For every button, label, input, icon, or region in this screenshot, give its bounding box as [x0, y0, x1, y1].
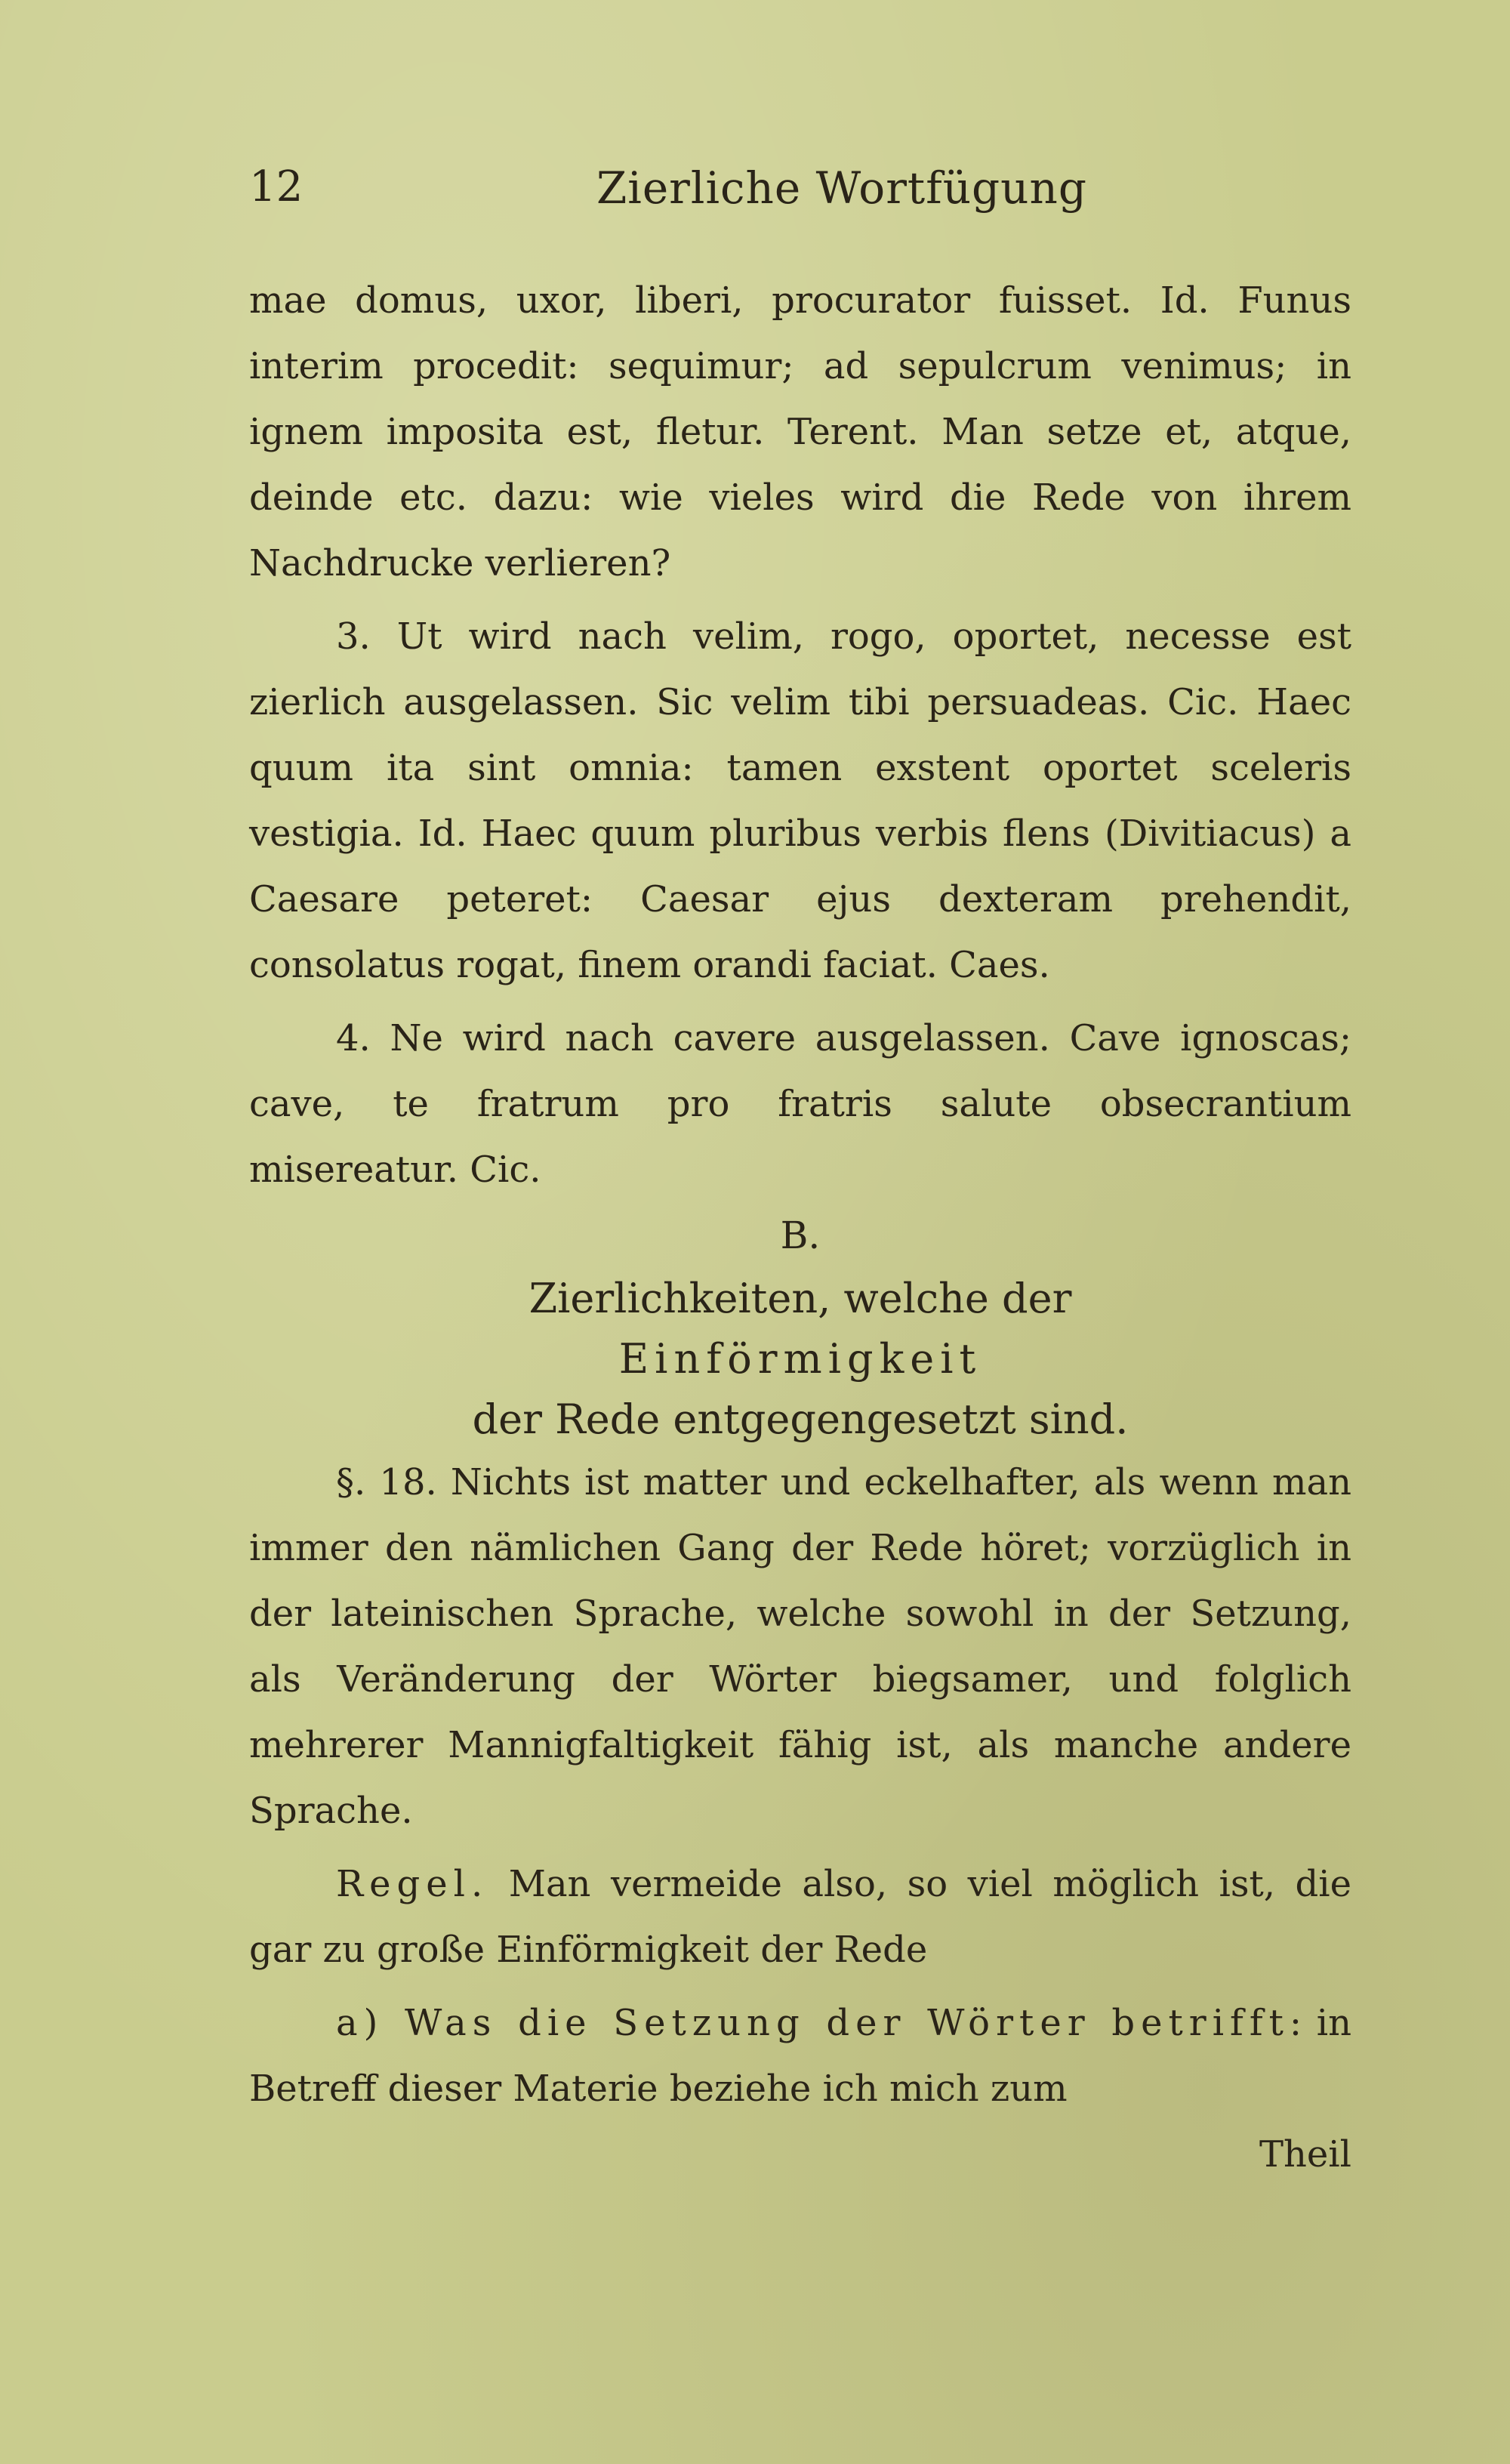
section-title-line-3: der Rede entgegengesetzt sind.	[472, 1395, 1129, 1443]
item-a-lead: a) Was die Setzung der Wörter betrifft	[336, 2002, 1290, 2044]
paragraph-rule-4: 4. Ne wird nach cavere ausgelassen. Cave ignoscas; cave, te fratrum pro fratris salute obsecrantium misereatur. Cic.	[249, 1017, 1351, 1191]
page-header	[249, 162, 1397, 215]
item-a-text: : in Betreff dieser Materie beziehe ich mich zum	[249, 2002, 1352, 2110]
section-letter: B.	[780, 1213, 821, 1257]
page-number: 12	[249, 162, 304, 211]
paragraph-18: §. 18. Nichts ist matter und eckelhafter, als wenn man immer den nämlichen Gang der Rede höret; vorzüglich in der lateinischen Sprache, welche sowohl in der Setzung, als Veränderung der Wörter biegsamer, und folglich mehrerer Mannigfaltigkeit fähig ist, als manche andere Sprache.	[249, 1461, 1351, 1832]
regel-text: Man vermeide also, so viel möglich ist, die gar zu große Einförmigkeit der Rede	[249, 1863, 1351, 1971]
paragraph-continuation: mae domus, uxor, liberi, procurator fuisset. Id. Funus interim procedit: sequimur; ad sepulcrum venimus; in ignem imposita est, fletur. Terent. Man setze et, atque, deinde etc. dazu: wie vieles wird die Rede von ihrem Nachdrucke verlieren?	[249, 279, 1351, 584]
page-body	[249, 268, 1351, 2188]
section-title-line-1: Zierlichkeiten, welche der	[528, 1275, 1072, 1322]
regel-label: Regel.	[336, 1863, 489, 1905]
running-title: Zierliche Wortfügung	[596, 162, 1088, 214]
paragraph-rule-3: 3. Ut wird nach velim, rogo, oportet, necesse est zierlich ausgelassen. Sic velim tibi persuadeas. Cic. Haec quum ita sint omnia: tamen exstent oportet sceleris vestigia. Id. Haec quum pluribus verbis flens (Divitiacus) a Caesare peteret: Caesar ejus dexteram prehendit, consolatus rogat, finem orandi faciat. Caes.	[249, 615, 1351, 986]
item-a-paragraph	[249, 1991, 1351, 2122]
catchword: Theil	[1259, 2133, 1351, 2176]
section-title-line-2: Einförmigkeit	[618, 1335, 982, 1383]
regel-paragraph	[249, 1852, 1351, 1983]
